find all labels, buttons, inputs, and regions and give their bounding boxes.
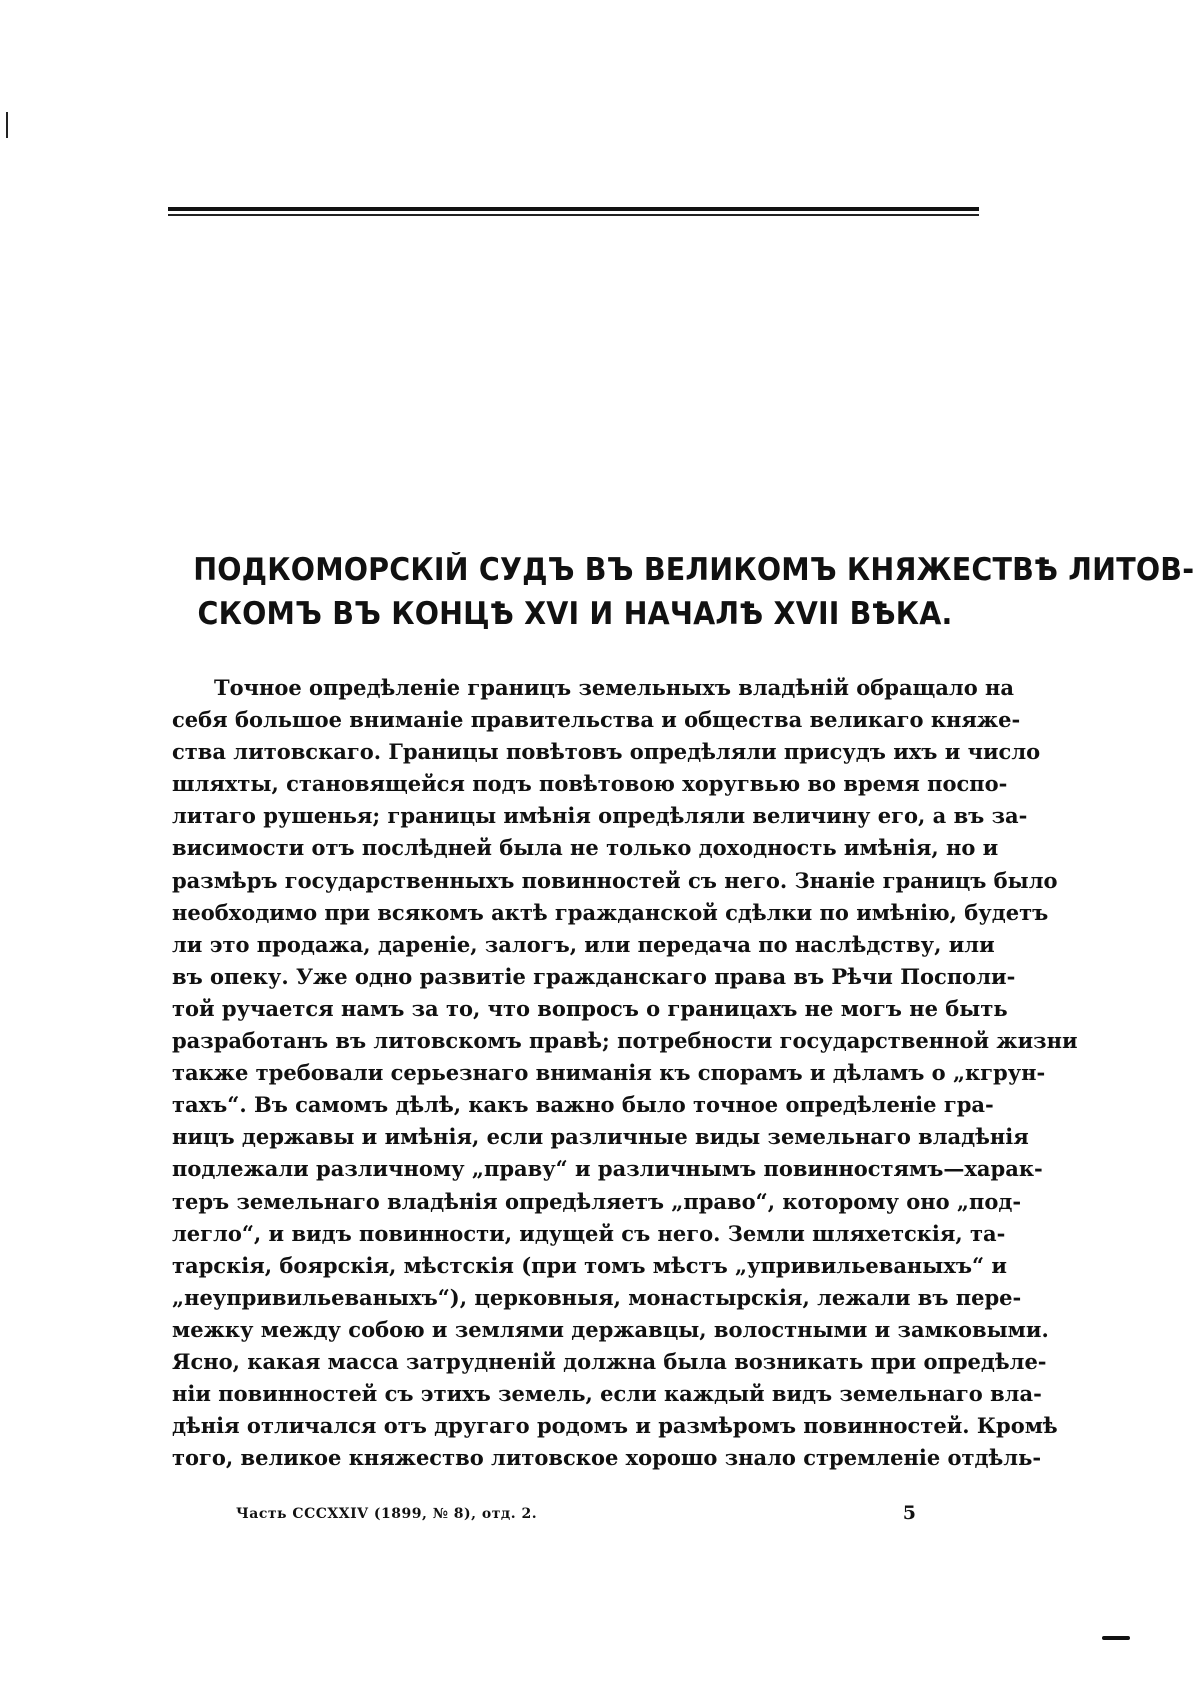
body-line: ницъ державы и имѣнія, если различные виды земельнаго владѣнія <box>172 1124 1029 1150</box>
body-line: ства литовскаго. Границы повѣтовъ опредѣляли присудъ ихъ и число <box>172 739 1041 765</box>
article-title <box>193 548 1194 636</box>
header-rule-thick <box>168 207 979 211</box>
body-line: въ опеку. Уже одно развитіе гражданскаго права въ Рѣчи Посполи- <box>172 963 1016 989</box>
page-edge-mark <box>6 112 8 138</box>
body-line: необходимо при всякомъ актѣ гражданской сдѣлки по имѣнію, будетъ <box>172 899 1049 925</box>
corner-dash-mark <box>1102 1636 1130 1640</box>
body-line: ніи повинностей съ этихъ земель, если каждый видъ земельнаго вла- <box>172 1381 1042 1407</box>
title-line-1: ПОДКОМОРСКІЙ СУДЪ ВЪ ВЕЛИКОМЪ КНЯЖЕСТВѢ ЛИТОВ- <box>193 552 1194 588</box>
body-line: шляхты, становящейся подъ повѣтовою хоругвью во время поспо- <box>172 771 1008 797</box>
body-line: той ручается намъ за то, что вопросъ о границахъ не могъ не быть <box>172 995 1008 1021</box>
header-rule-thin <box>168 214 979 216</box>
header-rule <box>168 207 979 216</box>
body-line: Точное опредѣленіе границъ земельныхъ владѣній обращало на <box>214 675 1014 700</box>
body-line: межку между собою и землями державцы, волостными и замковыми. <box>172 1316 1049 1342</box>
title-line-2: СКОМЪ ВЪ КОНЦѢ XVI И НАЧАЛѢ XVII ВѢКА. <box>197 596 953 632</box>
body-line: подлежали различному „праву“ и различнымъ повинностямъ—харак- <box>172 1156 1043 1182</box>
body-line: размѣръ государственныхъ повинностей съ него. Знаніе границъ было <box>172 867 1058 893</box>
page-number: 5 <box>902 1502 916 1524</box>
body-line: легло“, и видъ повинности, идущей съ него. Земли шляхетскія, та- <box>172 1220 1006 1246</box>
page-footer <box>236 1502 916 1526</box>
body-line: дѣнія отличался отъ другаго родомъ и размѣромъ повинностей. Кромѣ <box>172 1413 1058 1439</box>
body-line: разработанъ въ литовскомъ правѣ; потребности государственной жизни <box>172 1028 1078 1054</box>
body-line: ли это продажа, дареніе, залогъ, или передача по наслѣдству, или <box>172 931 995 957</box>
body-line: Ясно, какая масса затрудненій должна была возникать при опредѣле- <box>172 1348 1047 1374</box>
article-body <box>172 672 1078 1474</box>
body-line: себя большое вниманіе правительства и общества великаго княже- <box>172 707 1021 733</box>
body-line: тахъ“. Въ самомъ дѣлѣ, какъ важно было точное опредѣленіе гра- <box>172 1092 994 1118</box>
body-line: висимости отъ послѣдней была не только доходность имѣнія, но и <box>172 835 999 861</box>
body-line: „неупривильеваныхъ“), церковныя, монастырскія, лежали въ пере- <box>172 1284 1022 1310</box>
body-line: того, великое княжество литовское хорошо знало стремленіе отдѣль- <box>172 1445 1042 1471</box>
footer-signature: Часть CCCXXIV (1899, № 8), отд. 2. <box>236 1506 538 1522</box>
body-line: литаго рушенья; границы имѣнія опредѣляли величину его, а въ за- <box>172 803 1028 829</box>
body-line: также требовали серьезнаго вниманія къ спорамъ и дѣламъ о „кгрун- <box>172 1060 1046 1086</box>
body-line: теръ земельнаго владѣнія опредѣляетъ „право“, которому оно „под- <box>172 1188 1022 1214</box>
body-line: тарскія, боярскія, мѣстскія (при томъ мѣстъ „упривильеваныхъ“ и <box>172 1252 1007 1278</box>
